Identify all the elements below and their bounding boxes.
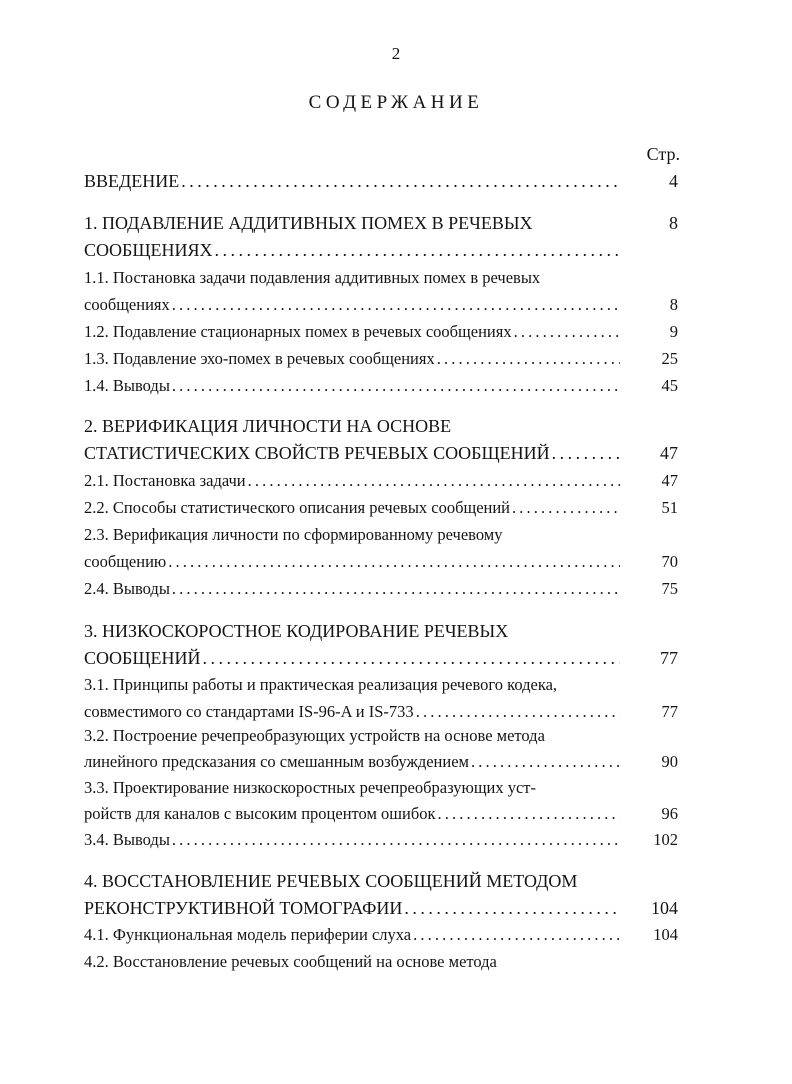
toc-entry-title: 4. ВОССТАНОВЛЕНИЕ РЕЧЕВЫХ СООБЩЕНИЙ МЕТОДОМ: [84, 871, 578, 891]
leader-dots: [172, 579, 620, 599]
toc-entry-title: 3. НИЗКОСКОРОСТНОЕ КОДИРОВАНИЕ РЕЧЕВЫХ: [84, 621, 509, 641]
toc-entry-title: 3.1. Принципы работы и практическая реализация речевого кодека,: [84, 675, 558, 694]
toc-entry-4-1[interactable]: [84, 925, 678, 951]
toc-entry-title: 1. ПОДАВЛЕНИЕ АДДИТИВНЫХ ПОМЕХ В РЕЧЕВЫХ: [84, 213, 533, 233]
toc-entry-title: 3.3. Проектирование низкоскоростных речепреобразующих уст-: [84, 778, 537, 797]
leader-dots: [514, 322, 620, 342]
toc-entry-title-cont: совместимого со стандартами IS-96-A и IS-733: [84, 702, 414, 721]
toc-entry-title: 1.2. Подавление стационарных помех в речевых сообщениях: [84, 322, 512, 341]
leader-dots: [172, 295, 620, 315]
toc-entry-page: 47: [661, 471, 678, 490]
toc-entry-page: 75: [661, 579, 678, 598]
pages-column-header: Стр.: [646, 144, 680, 164]
leader-dots: [203, 648, 621, 669]
toc-entry-3-2-cont: [84, 752, 678, 778]
toc-entry-title: 2.3. Верификация личности по сформированному речевому: [84, 525, 503, 544]
toc-entry-title: 2. ВЕРИФИКАЦИЯ ЛИЧНОСТИ НА ОСНОВЕ: [84, 416, 452, 436]
toc-entry-page: 4: [669, 171, 678, 191]
toc-entry-1-3[interactable]: [84, 349, 678, 375]
toc-entry-page: 96: [661, 804, 678, 823]
toc-entry-1-4[interactable]: [84, 376, 678, 402]
toc-entry-3-3[interactable]: [84, 778, 678, 804]
toc-entry-2-3-cont: [84, 552, 678, 578]
toc-entry-2-1[interactable]: [84, 471, 678, 497]
leader-dots: [215, 240, 621, 261]
toc-entry-chapter-2-cont: [84, 443, 678, 469]
toc-entry-title-cont: СООБЩЕНИЯХ: [84, 240, 213, 260]
toc-entry-page: 90: [661, 752, 678, 771]
leader-dots: [471, 752, 620, 772]
leader-dots: [437, 804, 620, 824]
leader-dots: [512, 498, 620, 518]
leader-dots: [413, 925, 620, 945]
toc-entry-title: 2.2. Способы статистического описания речевых сообщений: [84, 498, 511, 517]
toc-entry-3-3-cont: [84, 804, 678, 830]
toc-entry-page: 77: [660, 648, 678, 668]
toc-entry-chapter-3-cont: [84, 648, 678, 674]
toc-entry-title: 2.4. Выводы: [84, 579, 170, 598]
toc-entry-chapter-2[interactable]: [84, 416, 678, 442]
leader-dots: [552, 443, 620, 464]
leader-dots: [416, 702, 620, 722]
page-number: 2: [391, 44, 401, 63]
toc-entry-2-2[interactable]: [84, 498, 678, 524]
toc-entry-title: 4.1. Функциональная модель периферии слуха: [84, 925, 412, 944]
toc-entry-chapter-1-cont: [84, 240, 678, 266]
toc-entry-page: 47: [660, 443, 678, 463]
toc-entry-title: ВВЕДЕНИЕ: [84, 171, 180, 191]
toc-entry-title-cont: РЕКОНСТРУКТИВНОЙ ТОМОГРАФИИ: [84, 898, 403, 918]
toc-entry-page: 8: [669, 213, 678, 233]
toc-entry-3-1[interactable]: [84, 675, 678, 701]
toc-entry-1-1[interactable]: [84, 268, 678, 294]
toc-entry-chapter-3[interactable]: [84, 621, 678, 647]
toc-entry-page: 104: [653, 925, 678, 944]
toc-entry-3-4[interactable]: [84, 830, 678, 856]
leader-dots: [437, 349, 620, 369]
toc-entry-title: 4.2. Восстановление речевых сообщений на основе метода: [84, 952, 497, 971]
page-title: СОДЕРЖАНИЕ: [308, 92, 484, 113]
toc-entry-1-1-cont: [84, 295, 678, 321]
toc-entry-title: 3.4. Выводы: [84, 830, 170, 849]
toc-entry-chapter-4-cont: [84, 898, 678, 924]
leader-dots: [172, 830, 620, 850]
toc-entry-3-1-cont: [84, 702, 678, 728]
toc-entry-page: 8: [669, 295, 678, 314]
toc-entry-title: 1.3. Подавление эхо-помех в речевых сообщениях: [84, 349, 435, 368]
toc-entry-title: 1.4. Выводы: [84, 376, 170, 395]
toc-entry-chapter-4[interactable]: [84, 871, 678, 897]
toc-entry-title: 2.1. Постановка задачи: [84, 471, 246, 490]
leader-dots: [181, 171, 620, 192]
toc-entry-title: 3.2. Построение речепреобразующих устройств на основе метода: [84, 726, 545, 745]
toc-entry-page: 45: [661, 376, 678, 395]
leader-dots: [404, 898, 620, 919]
toc-entry-page: 51: [661, 498, 678, 517]
toc-entry-page: 9: [669, 322, 678, 341]
leader-dots: [168, 552, 620, 572]
toc-entry-title-cont: ройств для каналов с высоким процентом ошибок: [84, 804, 436, 823]
toc-entry-title-cont: сообщению: [84, 552, 167, 571]
toc-entry-4-2[interactable]: [84, 952, 678, 978]
leader-dots: [248, 471, 620, 491]
toc-entry-title-cont: сообщениях: [84, 295, 170, 314]
toc-entry-page: 70: [661, 552, 678, 571]
toc-entry-page: 104: [651, 898, 678, 918]
toc-entry-chapter-1[interactable]: [84, 213, 678, 239]
toc-entry-1-2[interactable]: [84, 322, 678, 348]
toc-entry-2-4[interactable]: [84, 579, 678, 605]
toc-entry-introduction[interactable]: [84, 171, 678, 197]
toc-entry-title-cont: СТАТИСТИЧЕСКИХ СВОЙСТВ РЕЧЕВЫХ СООБЩЕНИЙ: [84, 443, 550, 463]
toc-entry-title-cont: линейного предсказания со смешанным возбуждением: [84, 752, 469, 771]
toc-entry-page: 25: [661, 349, 678, 368]
toc-entry-page: 77: [661, 702, 678, 721]
toc-entry-3-2[interactable]: [84, 726, 678, 752]
toc-entry-title-cont: СООБЩЕНИЙ: [84, 648, 201, 668]
toc-entry-2-3[interactable]: [84, 525, 678, 551]
leader-dots: [172, 376, 620, 396]
toc-entry-page: 102: [653, 830, 678, 849]
toc-entry-title: 1.1. Постановка задачи подавления аддитивных помех в речевых: [84, 268, 541, 287]
